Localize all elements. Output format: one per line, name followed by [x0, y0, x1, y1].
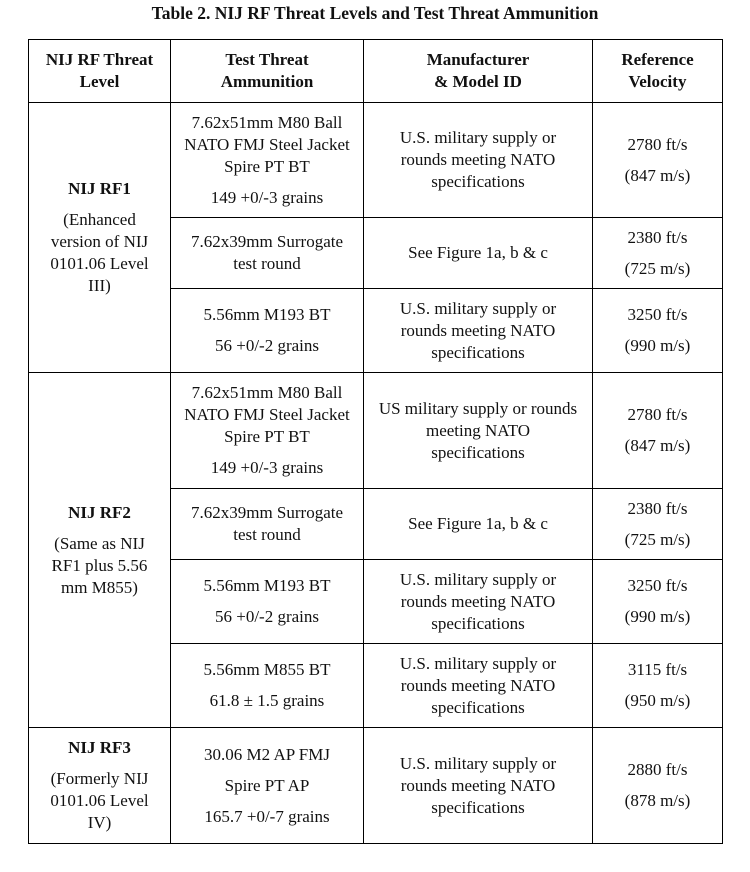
manufacturer-cell: See Figure 1a, b & c — [364, 489, 593, 560]
header-manufacturer-model: Manufacturer & Model ID — [364, 40, 593, 103]
level-name: NIJ RF2 — [68, 502, 131, 522]
level-name: NIJ RF3 — [68, 738, 131, 757]
ammo-cell: 5.56mm M193 BT 56 +0/-2 grains — [171, 289, 364, 373]
velocity-cell: 3115 ft/s (950 m/s) — [593, 644, 723, 728]
header-reference-velocity: Reference Velocity — [593, 40, 723, 103]
velocity-cell: 2780 ft/s (847 m/s) — [593, 103, 723, 218]
ammo-cell: 7.62x51mm M80 Ball NATO FMJ Steel Jacket Spire PT BT 149 +0/-3 grains — [171, 103, 364, 218]
velocity-cell: 2780 ft/s (847 m/s) — [593, 373, 723, 489]
header-test-ammunition: Test Threat Ammunition — [171, 40, 364, 103]
ammo-cell: 7.62x39mm Surrogate test round — [171, 489, 364, 560]
level-name: NIJ RF1 — [68, 179, 131, 198]
manufacturer-cell: U.S. military supply or rounds meeting NATO specifications — [364, 103, 593, 218]
table-row — [29, 728, 723, 844]
velocity-cell: 2380 ft/s (725 m/s) — [593, 218, 723, 289]
level-cell-rf1: NIJ RF1 (Enhanced version of NIJ 0101.06 Level III) — [29, 103, 171, 373]
manufacturer-cell: See Figure 1a, b & c — [364, 218, 593, 289]
header-threat-level: NIJ RF Threat Level — [29, 40, 171, 103]
manufacturer-cell: U.S. military supply or rounds meeting NATO specifications — [364, 728, 593, 844]
manufacturer-cell: U.S. military supply or rounds meeting NATO specifications — [364, 289, 593, 373]
velocity-cell: 2380 ft/s (725 m/s) — [593, 489, 723, 560]
velocity-cell: 3250 ft/s (990 m/s) — [593, 289, 723, 373]
manufacturer-cell: US military supply or rounds meeting NATO specifications — [364, 373, 593, 489]
table-row — [29, 373, 723, 489]
level-cell-rf2: NIJ RF2 (Same as NIJ RF1 plus 5.56 mm M855) — [29, 373, 171, 728]
threat-levels-table — [28, 39, 723, 844]
manufacturer-cell: U.S. military supply or rounds meeting NATO specifications — [364, 644, 593, 728]
ammo-cell: 5.56mm M855 BT 61.8 ± 1.5 grains — [171, 644, 364, 728]
ammo-cell: 5.56mm M193 BT 56 +0/-2 grains — [171, 560, 364, 644]
header-row — [29, 40, 723, 103]
level-cell-rf3: NIJ RF3 (Formerly NIJ 0101.06 Level IV) — [29, 728, 171, 844]
table-row — [29, 103, 723, 218]
table-caption: Table 2. NIJ RF Threat Levels and Test Threat Ammunition — [151, 3, 599, 23]
ammo-cell: 7.62x39mm Surrogate test round — [171, 218, 364, 289]
velocity-cell: 2880 ft/s (878 m/s) — [593, 728, 723, 844]
velocity-cell: 3250 ft/s (990 m/s) — [593, 560, 723, 644]
manufacturer-cell: U.S. military supply or rounds meeting NATO specifications — [364, 560, 593, 644]
ammo-cell: 7.62x51mm M80 Ball NATO FMJ Steel Jacket Spire PT BT 149 +0/-3 grains — [171, 373, 364, 489]
ammo-cell: 30.06 M2 AP FMJ Spire PT AP 165.7 +0/-7 grains — [171, 728, 364, 844]
